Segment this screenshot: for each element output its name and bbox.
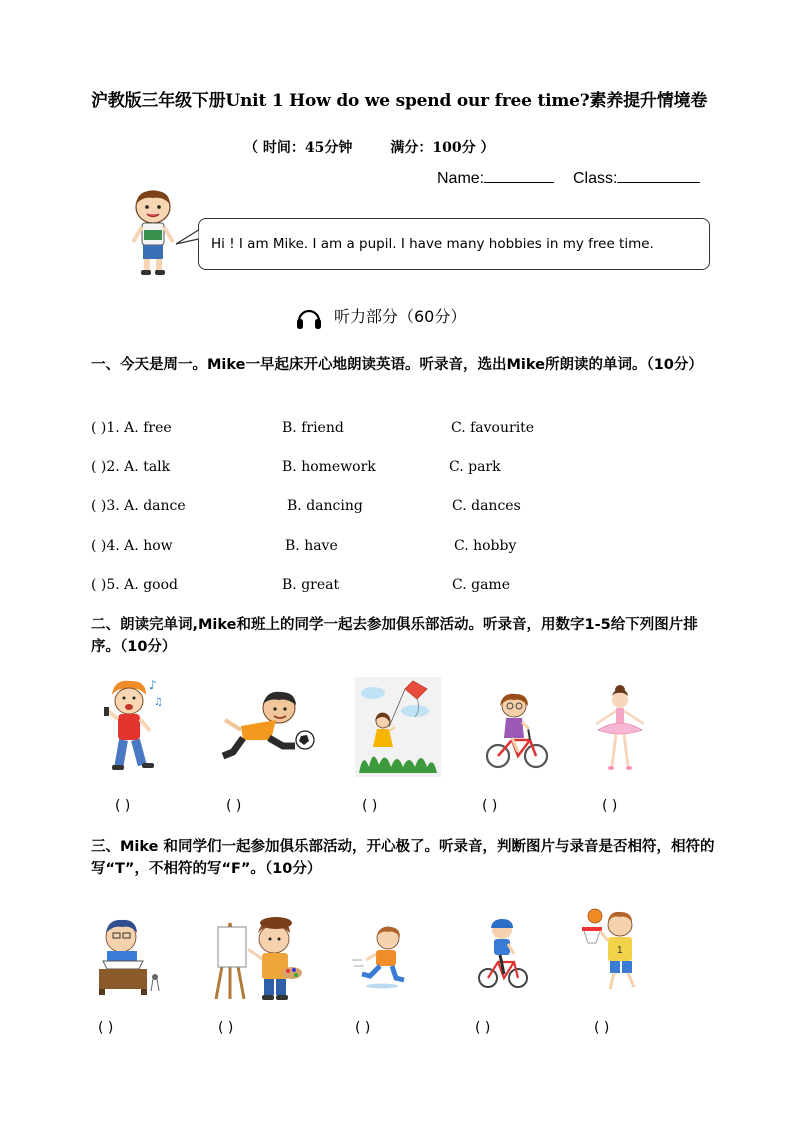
singing-boy-picture xyxy=(102,677,164,777)
q3-blank-3[interactable]: ( ) xyxy=(355,1020,371,1036)
q3-instruction: 三、Mike 和同学们一起参加俱乐部活动，开心极了。听录音，判断图片与录音是否相符，相符的写“T”，不相符的写“F”。（10分） xyxy=(91,839,715,877)
svg-text:♪: ♪ xyxy=(149,678,157,692)
q3-blank-1[interactable]: ( ) xyxy=(98,1020,114,1036)
q1-item4-c: C. hobby xyxy=(454,538,517,554)
q2-blank-1[interactable]: ( ) xyxy=(115,798,131,814)
q2-blank-4[interactable]: ( ) xyxy=(482,798,498,814)
q1-item2-b: B. homework xyxy=(282,459,376,475)
kite-girl-picture xyxy=(355,677,441,777)
name-blank[interactable] xyxy=(484,168,554,183)
q2-instruction: 二、朗读完单词,Mike和班上的同学一起去参加俱乐部活动。听录音，用数字1-5给下列图片排序。（10分） xyxy=(91,617,698,655)
speech-bubble-tail xyxy=(176,228,200,250)
q3-blank-4[interactable]: ( ) xyxy=(475,1020,491,1036)
class-blank[interactable] xyxy=(617,168,700,183)
painting-boy-picture xyxy=(212,913,304,1001)
running-boy-picture xyxy=(352,924,412,990)
q1-item3-b: B. dancing xyxy=(287,498,363,514)
reading-boy-picture xyxy=(95,917,165,997)
basketball-boy-picture xyxy=(580,907,646,995)
cycling-girl-picture xyxy=(484,692,550,772)
class-label: Class: xyxy=(573,170,618,187)
ballet-girl-picture xyxy=(590,680,650,776)
class-field[interactable] xyxy=(573,168,700,188)
q1-item2-c: C. park xyxy=(449,459,501,475)
q1-instruction: 一、今天是周一。Mike一早起床开心地朗读英语。听录音，选出Mike所朗读的单词。（10分） xyxy=(91,357,703,373)
svg-text:♫: ♫ xyxy=(154,697,163,708)
listening-heading: 听力部分（60分） xyxy=(334,307,467,326)
svg-text:1: 1 xyxy=(617,945,623,956)
q1-item5-c: C. game xyxy=(452,577,510,593)
q3-blank-2[interactable]: ( ) xyxy=(218,1020,234,1036)
time-limit: （ 时间：45分钟 xyxy=(244,140,353,156)
q1-item2-a: ( )2. A. talk xyxy=(91,459,171,475)
q1-item3-c: C. dances xyxy=(452,498,521,514)
name-label: Name: xyxy=(437,170,485,187)
q1-item1-b: B. friend xyxy=(282,420,344,436)
q3-blank-5[interactable]: ( ) xyxy=(594,1020,610,1036)
q1-item4-a: ( )4. A. how xyxy=(91,538,173,554)
page-title: 沪教版三年级下册Unit 1 How do we spend our free time?素养提升情境卷 xyxy=(91,91,708,111)
q2-blank-2[interactable]: ( ) xyxy=(226,798,242,814)
q1-item3-a: ( )3. A. dance xyxy=(91,498,186,514)
q1-item1-c: C. favourite xyxy=(451,420,535,436)
q2-blank-3[interactable]: ( ) xyxy=(362,798,378,814)
full-score: 满分：100分 ） xyxy=(390,140,495,156)
q1-item1-a: ( )1. A. free xyxy=(91,420,172,436)
speech-text: Hi ! I am Mike. I am a pupil. I have many hobbies in my free time. xyxy=(211,236,654,252)
q2-blank-5[interactable]: ( ) xyxy=(602,798,618,814)
q1-item5-b: B. great xyxy=(282,577,340,593)
football-boy-picture xyxy=(221,690,319,766)
q1-item5-a: ( )5. A. good xyxy=(91,577,178,593)
cycling-boy-picture xyxy=(478,918,528,992)
name-field[interactable] xyxy=(437,168,554,188)
mike-boy-picture xyxy=(128,190,178,278)
headphones-icon xyxy=(296,305,322,331)
q1-item4-b: B. have xyxy=(285,538,338,554)
time-score-line xyxy=(244,137,494,157)
